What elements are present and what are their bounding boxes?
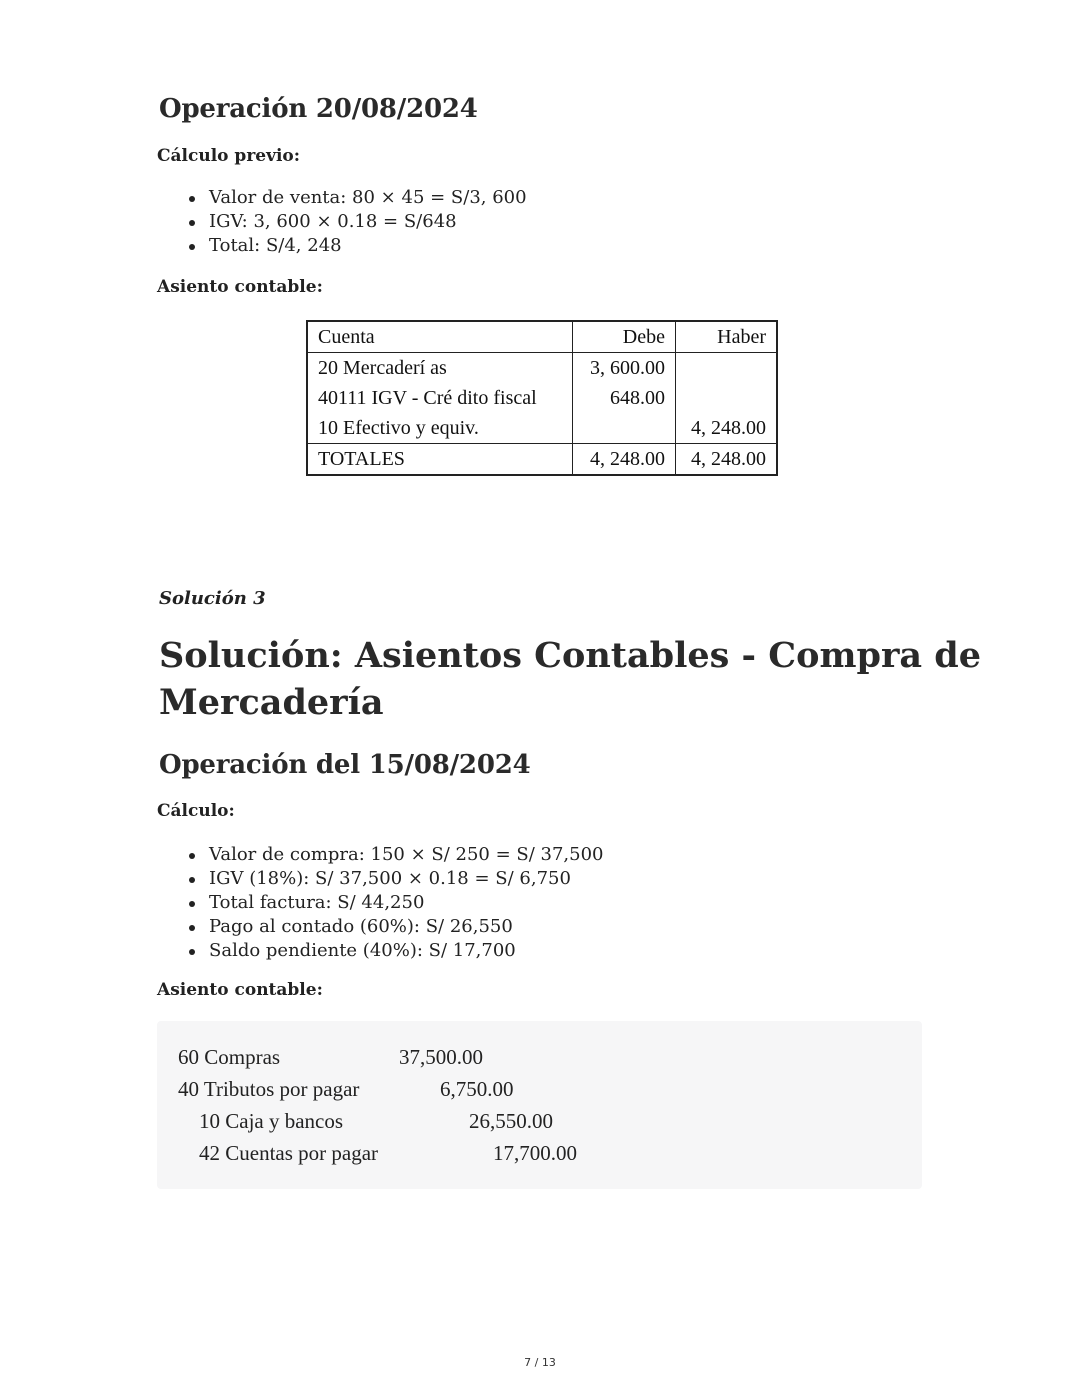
table-row bbox=[307, 413, 777, 444]
list-item: Total: S/4, 248 bbox=[157, 234, 527, 258]
entry-label: Asiento contable: bbox=[157, 980, 323, 1000]
list-item: Valor de compra: 150 × S/ 250 = S/ 37,500 bbox=[157, 843, 604, 867]
totals-debe: 4, 248.00 bbox=[573, 444, 676, 476]
page-number: 7 / 13 bbox=[524, 1356, 556, 1369]
entry-account: 40 Tributos por pagar bbox=[178, 1077, 360, 1101]
table-header-row bbox=[307, 321, 777, 353]
cell-debe: 648.00 bbox=[573, 383, 676, 413]
entry-amount: 17,700.00 bbox=[493, 1141, 577, 1165]
entry-label: Asiento contable: bbox=[157, 277, 323, 297]
list-item: Saldo pendiente (40%): S/ 17,700 bbox=[157, 939, 604, 963]
entry-account: 42 Cuentas por pagar bbox=[199, 1141, 379, 1165]
calc-label: Cálculo previo: bbox=[157, 146, 301, 166]
calc-bullet-list bbox=[157, 843, 604, 963]
header-cuenta: Cuenta bbox=[307, 321, 573, 353]
cell-haber: 4, 248.00 bbox=[691, 417, 766, 439]
cell-debe: 3, 600.00 bbox=[573, 353, 676, 384]
table-row bbox=[307, 383, 777, 413]
header-debe: Debe bbox=[573, 321, 676, 353]
cell-account: 20 Mercaderí as bbox=[307, 353, 573, 384]
operation-heading: Operación 20/08/2024 bbox=[159, 94, 478, 124]
list-item: Pago al contado (60%): S/ 26,550 bbox=[157, 915, 604, 939]
journal-entry-block bbox=[157, 1021, 922, 1189]
header-haber: Haber bbox=[717, 326, 766, 348]
calc-bullet-list bbox=[157, 186, 527, 258]
entry-amount: 6,750.00 bbox=[440, 1077, 514, 1101]
cell-account: 10 Efectivo y equiv. bbox=[307, 413, 573, 444]
page-title-line-1: Solución: Asientos Contables - Compra de bbox=[159, 635, 982, 676]
entry-account: 10 Caja y bancos bbox=[199, 1109, 344, 1133]
totals-haber: 4, 248.00 bbox=[691, 448, 766, 470]
totals-label: TOTALES bbox=[307, 444, 573, 476]
page-title bbox=[159, 632, 981, 726]
entry-account: 60 Compras bbox=[178, 1045, 281, 1069]
operation-heading: Operación del 15/08/2024 bbox=[159, 750, 531, 780]
cell-haber bbox=[676, 383, 778, 413]
cell-debe bbox=[573, 413, 676, 444]
solution-label: Solución 3 bbox=[159, 588, 266, 609]
entry-amount: 37,500.00 bbox=[399, 1045, 483, 1069]
table-totals-row bbox=[307, 444, 777, 476]
list-item: Valor de venta: 80 × 45 = S/3, 600 bbox=[157, 186, 527, 210]
cell-account: 40111 IGV - Cré dito fiscal bbox=[307, 383, 573, 413]
cell-haber bbox=[676, 353, 778, 384]
table-row bbox=[307, 353, 777, 384]
entry-amount: 26,550.00 bbox=[469, 1109, 553, 1133]
list-item: IGV (18%): S/ 37,500 × 0.18 = S/ 6,750 bbox=[157, 867, 604, 891]
list-item: IGV: 3, 600 × 0.18 = S/648 bbox=[157, 210, 527, 234]
calc-label: Cálculo: bbox=[157, 801, 235, 821]
ledger-table bbox=[306, 320, 778, 476]
list-item: Total factura: S/ 44,250 bbox=[157, 891, 604, 915]
page-title-line-2: Mercadería bbox=[159, 682, 384, 723]
